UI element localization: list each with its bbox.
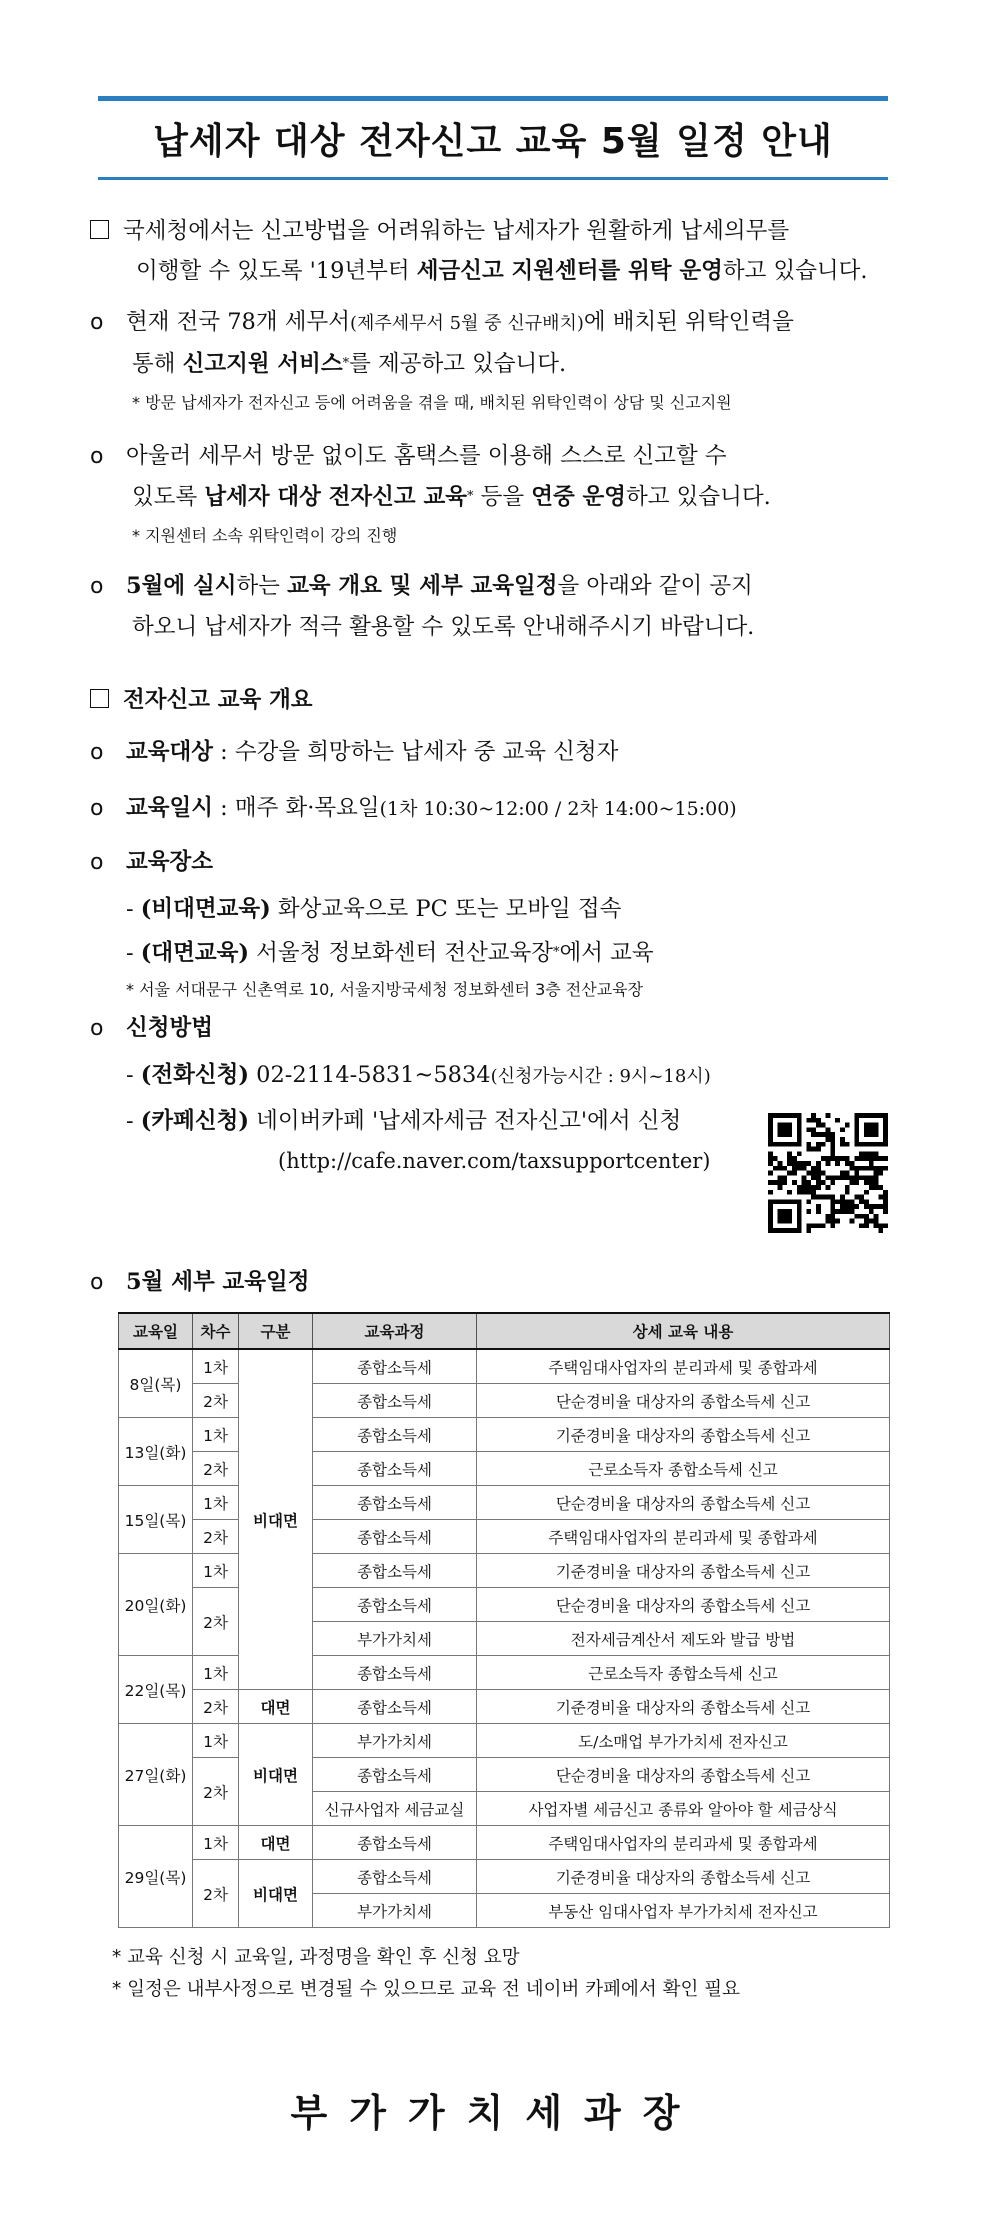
place-online: - (비대면교육) 화상교육으로 PC 또는 모바일 접속	[126, 896, 622, 922]
schedule-heading: o 5월 세부 교육일정	[90, 1262, 900, 1303]
footnote-1: * 방문 납세자가 전자신고 등에 어려움을 겪을 때, 배치된 위탁인력이 상담 및 신고지원	[132, 393, 732, 412]
table-row	[119, 1758, 890, 1792]
overview-heading: 전자신고 교육 개요	[90, 680, 900, 720]
cell-session: 1차	[193, 1724, 239, 1758]
cell-session: 2차	[193, 1588, 239, 1656]
header-date: 교육일	[119, 1313, 193, 1349]
cell-date: 20일(화)	[119, 1554, 193, 1656]
table-row	[119, 1724, 890, 1758]
cell-session: 2차	[193, 1860, 239, 1928]
schedule-table	[118, 1312, 890, 1928]
cell-session: 1차	[193, 1656, 239, 1690]
cell-detail: 부동산 임대사업자 부가가치세 전자신고	[477, 1894, 890, 1928]
cell-date: 8일(목)	[119, 1349, 193, 1418]
table-row	[119, 1452, 890, 1486]
circle-bullet-icon: o	[90, 1270, 104, 1295]
table-row	[119, 1826, 890, 1860]
apply-method: o 신청방법 - (전화신청) 02-2114-5831~5834(신청가능시간 : 9시~18시) - (카페신청) 네이버카페 '납세자세금 전자신고'에서 신청 (http://cafe.naver.com/taxsupportcenter)	[90, 1008, 900, 1181]
footnote-apply: * 교육 신청 시 교육일, 과정명을 확인 후 신청 요망	[112, 1947, 520, 1968]
circle-bullet-icon: o	[90, 740, 104, 765]
cell-detail: 도/소매업 부가가치세 전자신고	[477, 1724, 890, 1758]
cell-course: 신규사업자 세금교실	[313, 1792, 477, 1826]
cell-course: 종합소득세	[313, 1520, 477, 1554]
footnote-2: * 지원센터 소속 위탁인력이 강의 진행	[132, 526, 398, 545]
cell-type: 비대면	[239, 1860, 313, 1928]
table-row	[119, 1588, 890, 1622]
education-date: o 교육일시 : 매주 화·목요일(1차 10:30~12:00 / 2차 14:00~15:00)	[90, 788, 900, 829]
cell-detail: 주택임대사업자의 분리과세 및 종합과세	[477, 1826, 890, 1860]
header-detail: 상세 교육 내용	[477, 1313, 890, 1349]
table-row	[119, 1418, 890, 1452]
cell-detail: 기준경비율 대상자의 종합소득세 신고	[477, 1690, 890, 1724]
square-bullet-icon	[90, 220, 109, 239]
apply-phone: - (전화신청) 02-2114-5831~5834(신청가능시간 : 9시~18시)	[126, 1062, 711, 1088]
cell-course: 부가가치세	[313, 1622, 477, 1656]
qr-code-icon[interactable]	[768, 1113, 888, 1233]
cell-course: 종합소득세	[313, 1554, 477, 1588]
cell-session: 2차	[193, 1384, 239, 1418]
cell-detail: 전자세금계산서 제도와 발급 방법	[477, 1622, 890, 1656]
cell-session: 1차	[193, 1418, 239, 1452]
cell-detail: 기준경비율 대상자의 종합소득세 신고	[477, 1418, 890, 1452]
cell-date: 27일(화)	[119, 1724, 193, 1826]
cafe-url-link[interactable]: (http://cafe.naver.com/taxsupportcenter)	[278, 1149, 711, 1173]
footnote-change: * 일정은 내부사정으로 변경될 수 있으므로 교육 전 네이버 카페에서 확인 필요	[112, 1979, 740, 2000]
cell-course: 종합소득세	[313, 1418, 477, 1452]
cell-type: 비대면	[239, 1724, 313, 1826]
cell-session: 1차	[193, 1349, 239, 1384]
table-row	[119, 1384, 890, 1418]
table-row	[119, 1860, 890, 1894]
cell-detail: 근로소득자 종합소득세 신고	[477, 1452, 890, 1486]
cell-type: 대면	[239, 1690, 313, 1724]
cell-course: 종합소득세	[313, 1486, 477, 1520]
cell-date: 13일(화)	[119, 1418, 193, 1486]
cell-course: 종합소득세	[313, 1588, 477, 1622]
table-row	[119, 1349, 890, 1384]
table-row	[119, 1554, 890, 1588]
cell-course: 부가가치세	[313, 1894, 477, 1928]
cell-detail: 단순경비율 대상자의 종합소득세 신고	[477, 1486, 890, 1520]
cell-detail: 주택임대사업자의 분리과세 및 종합과세	[477, 1520, 890, 1554]
table-row	[119, 1656, 890, 1690]
cell-course: 종합소득세	[313, 1690, 477, 1724]
cell-course: 종합소득세	[313, 1452, 477, 1486]
cell-detail: 근로소득자 종합소득세 신고	[477, 1656, 890, 1690]
cell-session: 2차	[193, 1690, 239, 1724]
circle-bullet-icon: o	[90, 796, 104, 821]
place-footnote: * 서울 서대문구 신촌역로 10, 서울지방국세청 정보화센터 3층 전산교육장	[126, 980, 644, 999]
cell-detail: 단순경비율 대상자의 종합소득세 신고	[477, 1588, 890, 1622]
cell-detail: 단순경비율 대상자의 종합소득세 신고	[477, 1384, 890, 1418]
place-offline: - (대면교육) 서울청 정보화센터 전산교육장*에서 교육	[126, 940, 654, 966]
cell-date: 29일(목)	[119, 1826, 193, 1928]
cell-date: 15일(목)	[119, 1486, 193, 1554]
cell-course: 종합소득세	[313, 1758, 477, 1792]
cell-course: 종합소득세	[313, 1860, 477, 1894]
cell-type: 대면	[239, 1826, 313, 1860]
department-signature: 부가가치세과장	[290, 2091, 702, 2135]
title-rule-bottom	[98, 177, 888, 180]
header-course: 교육과정	[313, 1313, 477, 1349]
circle-bullet-icon: o	[90, 1016, 104, 1041]
circle-bullet-icon: o	[90, 850, 104, 875]
table-row	[119, 1690, 890, 1724]
cell-detail: 단순경비율 대상자의 종합소득세 신고	[477, 1758, 890, 1792]
cell-course: 종합소득세	[313, 1656, 477, 1690]
cell-session: 2차	[193, 1452, 239, 1486]
table-header-row	[119, 1313, 890, 1349]
cell-session: 1차	[193, 1554, 239, 1588]
cell-date: 22일(목)	[119, 1656, 193, 1724]
cell-course: 종합소득세	[313, 1826, 477, 1860]
cell-session: 2차	[193, 1520, 239, 1554]
cell-course: 종합소득세	[313, 1384, 477, 1418]
circle-bullet-icon: o	[90, 574, 104, 599]
cell-type: 비대면	[239, 1349, 313, 1690]
cell-session: 1차	[193, 1486, 239, 1520]
cell-session: 1차	[193, 1826, 239, 1860]
cell-session: 2차	[193, 1758, 239, 1826]
cell-detail: 주택임대사업자의 분리과세 및 종합과세	[477, 1349, 890, 1384]
intro-paragraph-2: o 현재 전국 78개 세무서(제주세무서 5월 중 신규배치)에 배치된 위탁인력을 통해 신고지원 서비스*를 제공하고 있습니다. * 방문 납세자가 전자신고 등에 어려움을 겪을 때, 배치된 위탁인력이 상담 및 신고지원	[90, 302, 900, 418]
intro-paragraph-1: 국세청에서는 신고방법을 어려워하는 납세자가 원활하게 납세의무를 이행할 수 있도록 '19년부터 세금신고 지원센터를 위탁 운영하고 있습니다.	[90, 211, 900, 291]
apply-cafe: - (카페신청) 네이버카페 '납세자세금 전자신고'에서 신청	[126, 1108, 682, 1134]
circle-bullet-icon: o	[90, 444, 104, 469]
intro-paragraph-3: o 아울러 세무서 방문 없이도 홈택스를 이용해 스스로 신고할 수 있도록 납세자 대상 전자신고 교육* 등을 연중 운영하고 있습니다. * 지원센터 소속 위탁인력이 강의 진행	[90, 436, 900, 551]
table-row	[119, 1486, 890, 1520]
education-place: o 교육장소 - (비대면교육) 화상교육으로 PC 또는 모바일 접속 - (대면교육) 서울청 정보화센터 전산교육장*에서 교육 * 서울 서대문구 신촌역로 10, 서울지방국세청 정보화센터 3층 전산교육장	[90, 842, 900, 1005]
circle-bullet-icon: o	[90, 310, 104, 335]
cell-course: 부가가치세	[313, 1724, 477, 1758]
cell-detail: 사업자별 세금신고 종류와 알아야 할 세금상식	[477, 1792, 890, 1826]
cell-course: 종합소득세	[313, 1349, 477, 1384]
title-block	[98, 96, 888, 180]
cell-detail: 기준경비율 대상자의 종합소득세 신고	[477, 1554, 890, 1588]
intro-paragraph-4: o 5월에 실시하는 교육 개요 및 세부 교육일정을 아래와 같이 공지 하오니 납세자가 적극 활용할 수 있도록 안내해주시기 바랍니다.	[90, 566, 900, 647]
page-title: 납세자 대상 전자신고 교육 5월 일정 안내	[153, 121, 833, 162]
education-target: o 교육대상 : 수강을 희망하는 납세자 중 교육 신청자	[90, 732, 900, 773]
square-bullet-icon	[90, 689, 109, 708]
table-row	[119, 1520, 890, 1554]
cell-detail: 기준경비율 대상자의 종합소득세 신고	[477, 1860, 890, 1894]
header-type: 구분	[239, 1313, 313, 1349]
header-session: 차수	[193, 1313, 239, 1349]
